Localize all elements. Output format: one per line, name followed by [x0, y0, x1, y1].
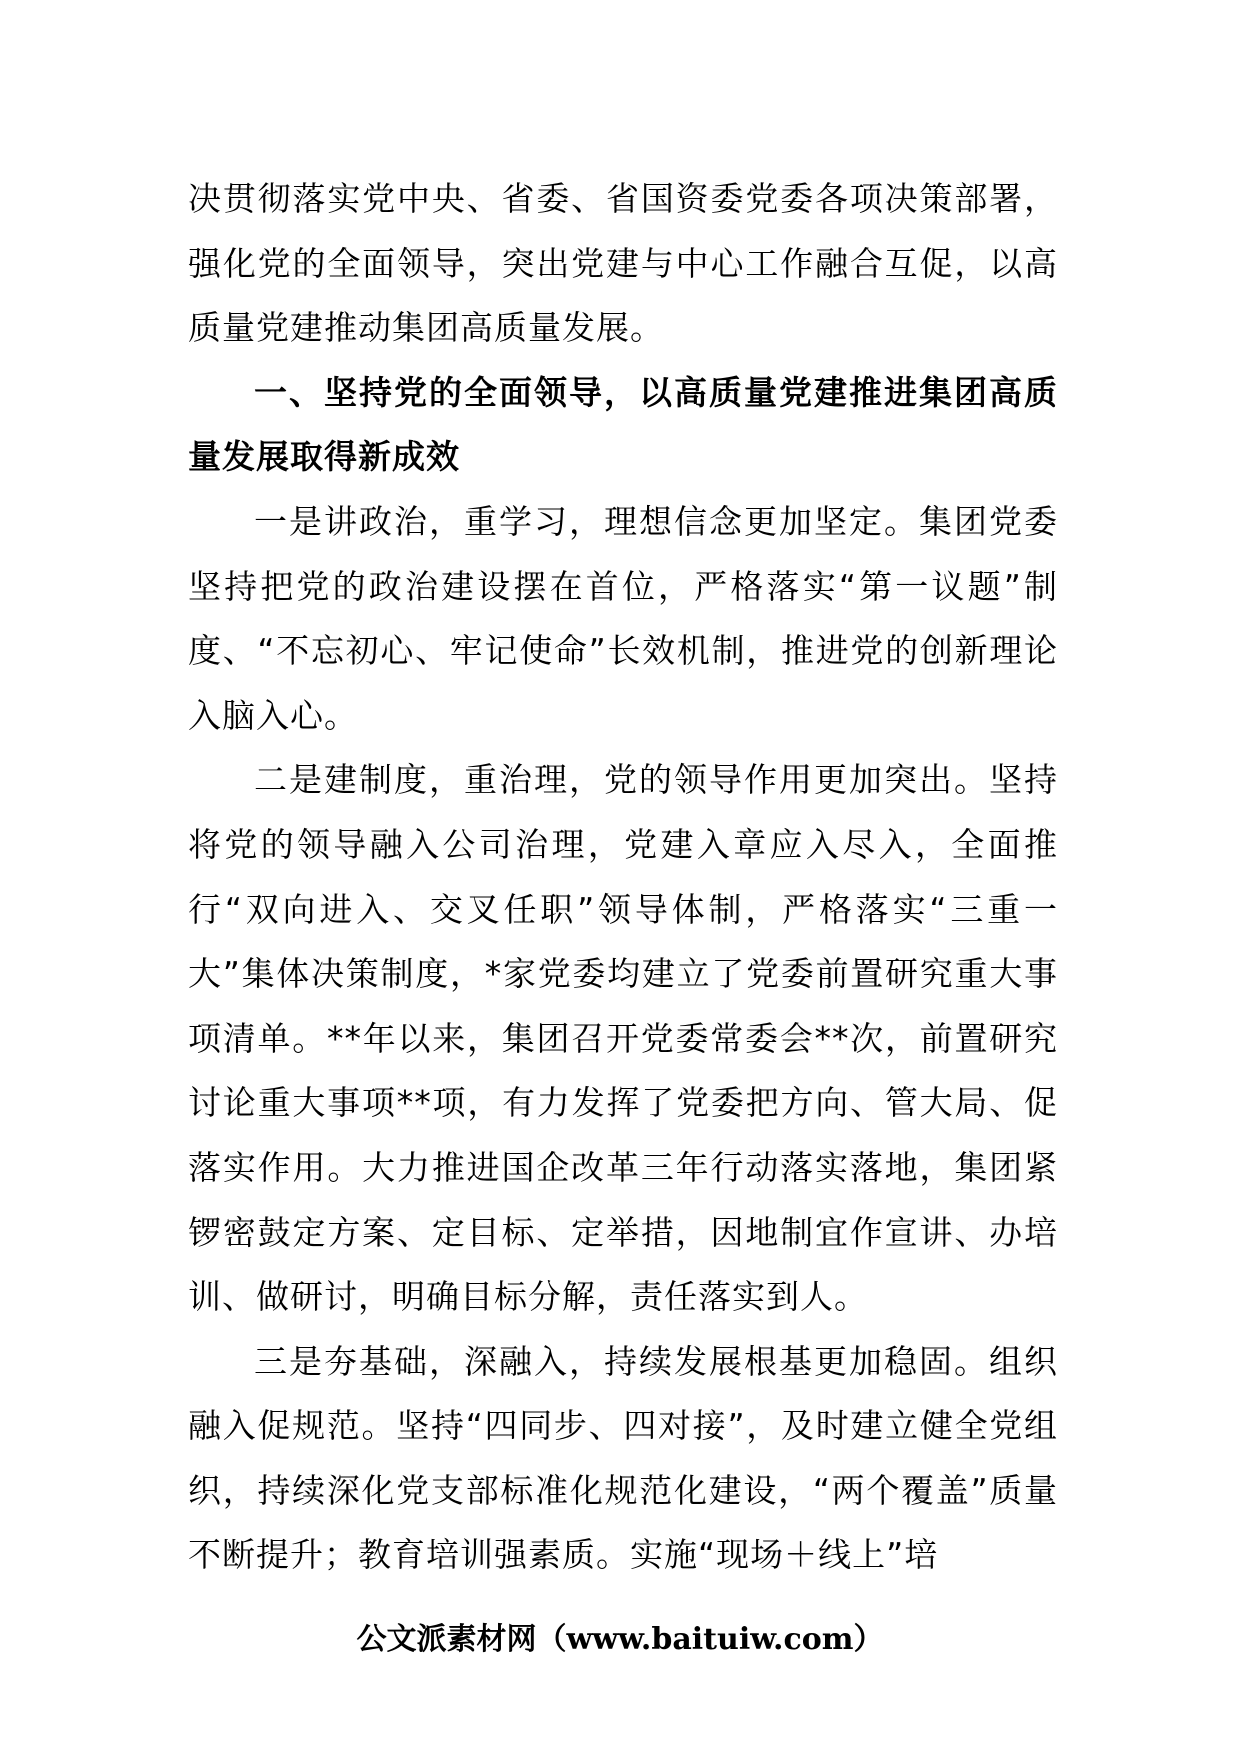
document-body	[188, 167, 1058, 1588]
paragraph-intro: 决贯彻落实党中央、省委、省国资委党委各项决策部署，强化党的全面领导，突出党建与中心工作融合互促，以高质量党建推动集团高质量发展。	[188, 179, 1058, 348]
paragraph-point-three: 三是夯基础，深融入，持续发展根基更加稳固。组织融入促规范。坚持“四同步、四对接”，及时建立健全党组织，持续深化党支部标准化规范化建设，“两个覆盖”质量不断提升；教育培训强素质。实施“现场＋线上”培	[188, 1341, 1058, 1575]
section-heading: 一、坚持党的全面领导，以高质量党建推进集团高质量发展取得新成效	[188, 372, 1058, 477]
paragraph-point-two: 二是建制度，重治理，党的领导作用更加突出。坚持将党的领导融入公司治理，党建入章应入尽入，全面推行“双向进入、交叉任职”领导体制，严格落实“三重一大”集体决策制度，*家党委均建立了党委前置研究重大事项清单。**年以来，集团召开党委常委会**次，前置研究讨论重大事项**项，有力发挥了党委把方向、管大局、促落实作用。大力推进国企改革三年行动落实落地，集团紧锣密鼓定方案、定目标、定举措，因地制宜作宣讲、办培训、做研讨，明确目标分解，责任落实到人。	[188, 760, 1058, 1317]
paragraph-point-one: 一是讲政治，重学习，理想信念更加坚定。集团党委坚持把党的政治建设摆在首位，严格落实“第一议题”制度、“不忘初心、牢记使命”长效机制，推进党的创新理论入脑入心。	[188, 501, 1058, 735]
footer-watermark: 公文派素材网（www.baituiw.com）	[356, 1622, 884, 1657]
